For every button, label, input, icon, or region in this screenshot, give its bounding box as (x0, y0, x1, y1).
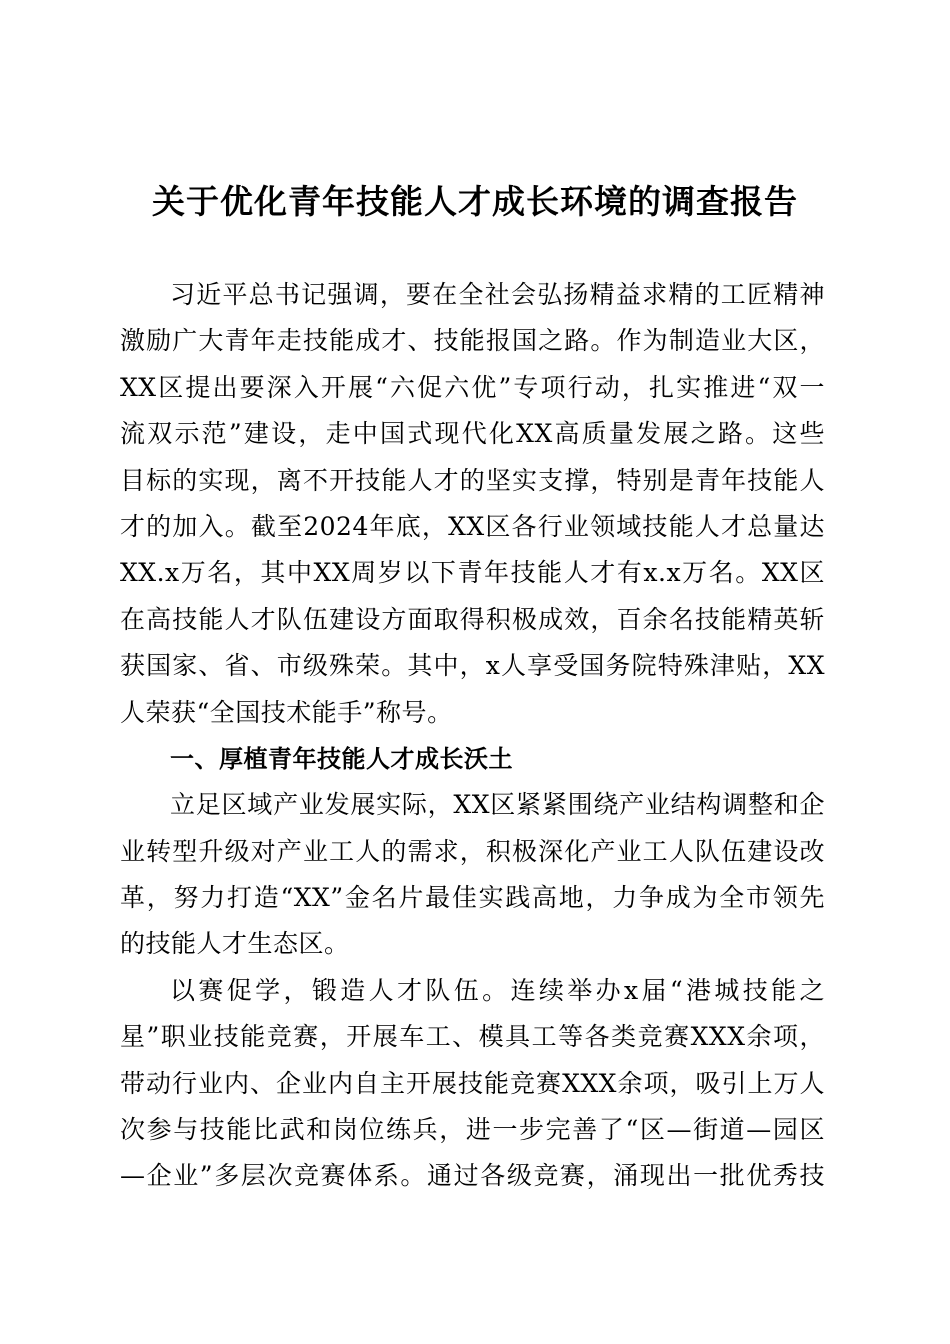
paragraph-line: 带动行业内、企业内自主开展技能竞赛XXX余项，吸引上万人 (120, 1068, 825, 1098)
paragraph-line: 立足区域产业发展实际，XX区紧紧围绕产业结构调整和企 (170, 790, 825, 820)
paragraph-line: 次参与技能比武和岗位练兵，进一步完善了“区—街道—园区 (120, 1115, 825, 1145)
paragraph-line: 的技能人才生态区。 (120, 929, 350, 959)
paragraph-line: 人荣获“全国技术能手”称号。 (120, 697, 453, 727)
paragraph-line: 革，努力打造“XX”金名片最佳实践高地，力争成为全市领先 (120, 883, 825, 913)
document-body (120, 272, 825, 1200)
paragraph-line: 在高技能人才队伍建设方面取得积极成效，百余名技能精英斩 (120, 604, 825, 634)
paragraph-line: 星”职业技能竞赛，开展车工、模具工等各类竞赛XXX余项， (120, 1022, 825, 1052)
paragraph-line: 目标的实现，离不开技能人才的坚实支撑，特别是青年技能人 (120, 465, 825, 495)
section-heading: 一、厚植青年技能人才成长沃土 (170, 744, 513, 773)
paragraph-line: 习近平总书记强调，要在全社会弘扬精益求精的工匠精神 (170, 280, 825, 309)
paragraph-line: 以赛促学，锻造人才队伍。连续举办x届“港城技能之 (170, 975, 825, 1005)
paragraph-line: 才的加入。截至2024年底，XX区各行业领域技能人才总量达 (120, 511, 825, 541)
paragraph-line: XX区提出要深入开展“六促六优”专项行动，扎实推进“双一 (120, 372, 825, 402)
paragraph-line: XX.x万名，其中XX周岁以下青年技能人才有x.x万名。XX区 (120, 558, 825, 588)
paragraph-line: 业转型升级对产业工人的需求，积极深化产业工人队伍建设改 (120, 836, 825, 866)
paragraph-line: —企业”多层次竞赛体系。通过各级竞赛，涌现出一批优秀技 (120, 1161, 825, 1191)
document-title: 关于优化青年技能人才成长环境的调查报告 (152, 182, 798, 221)
paragraph-line: 流双示范”建设，走中国式现代化XX高质量发展之路。这些 (120, 419, 825, 449)
paragraph-line: 获国家、省、市级殊荣。其中，x人享受国务院特殊津贴，XX (120, 651, 825, 681)
paragraph-line: 激励广大青年走技能成才、技能报国之路。作为制造业大区， (120, 326, 825, 356)
